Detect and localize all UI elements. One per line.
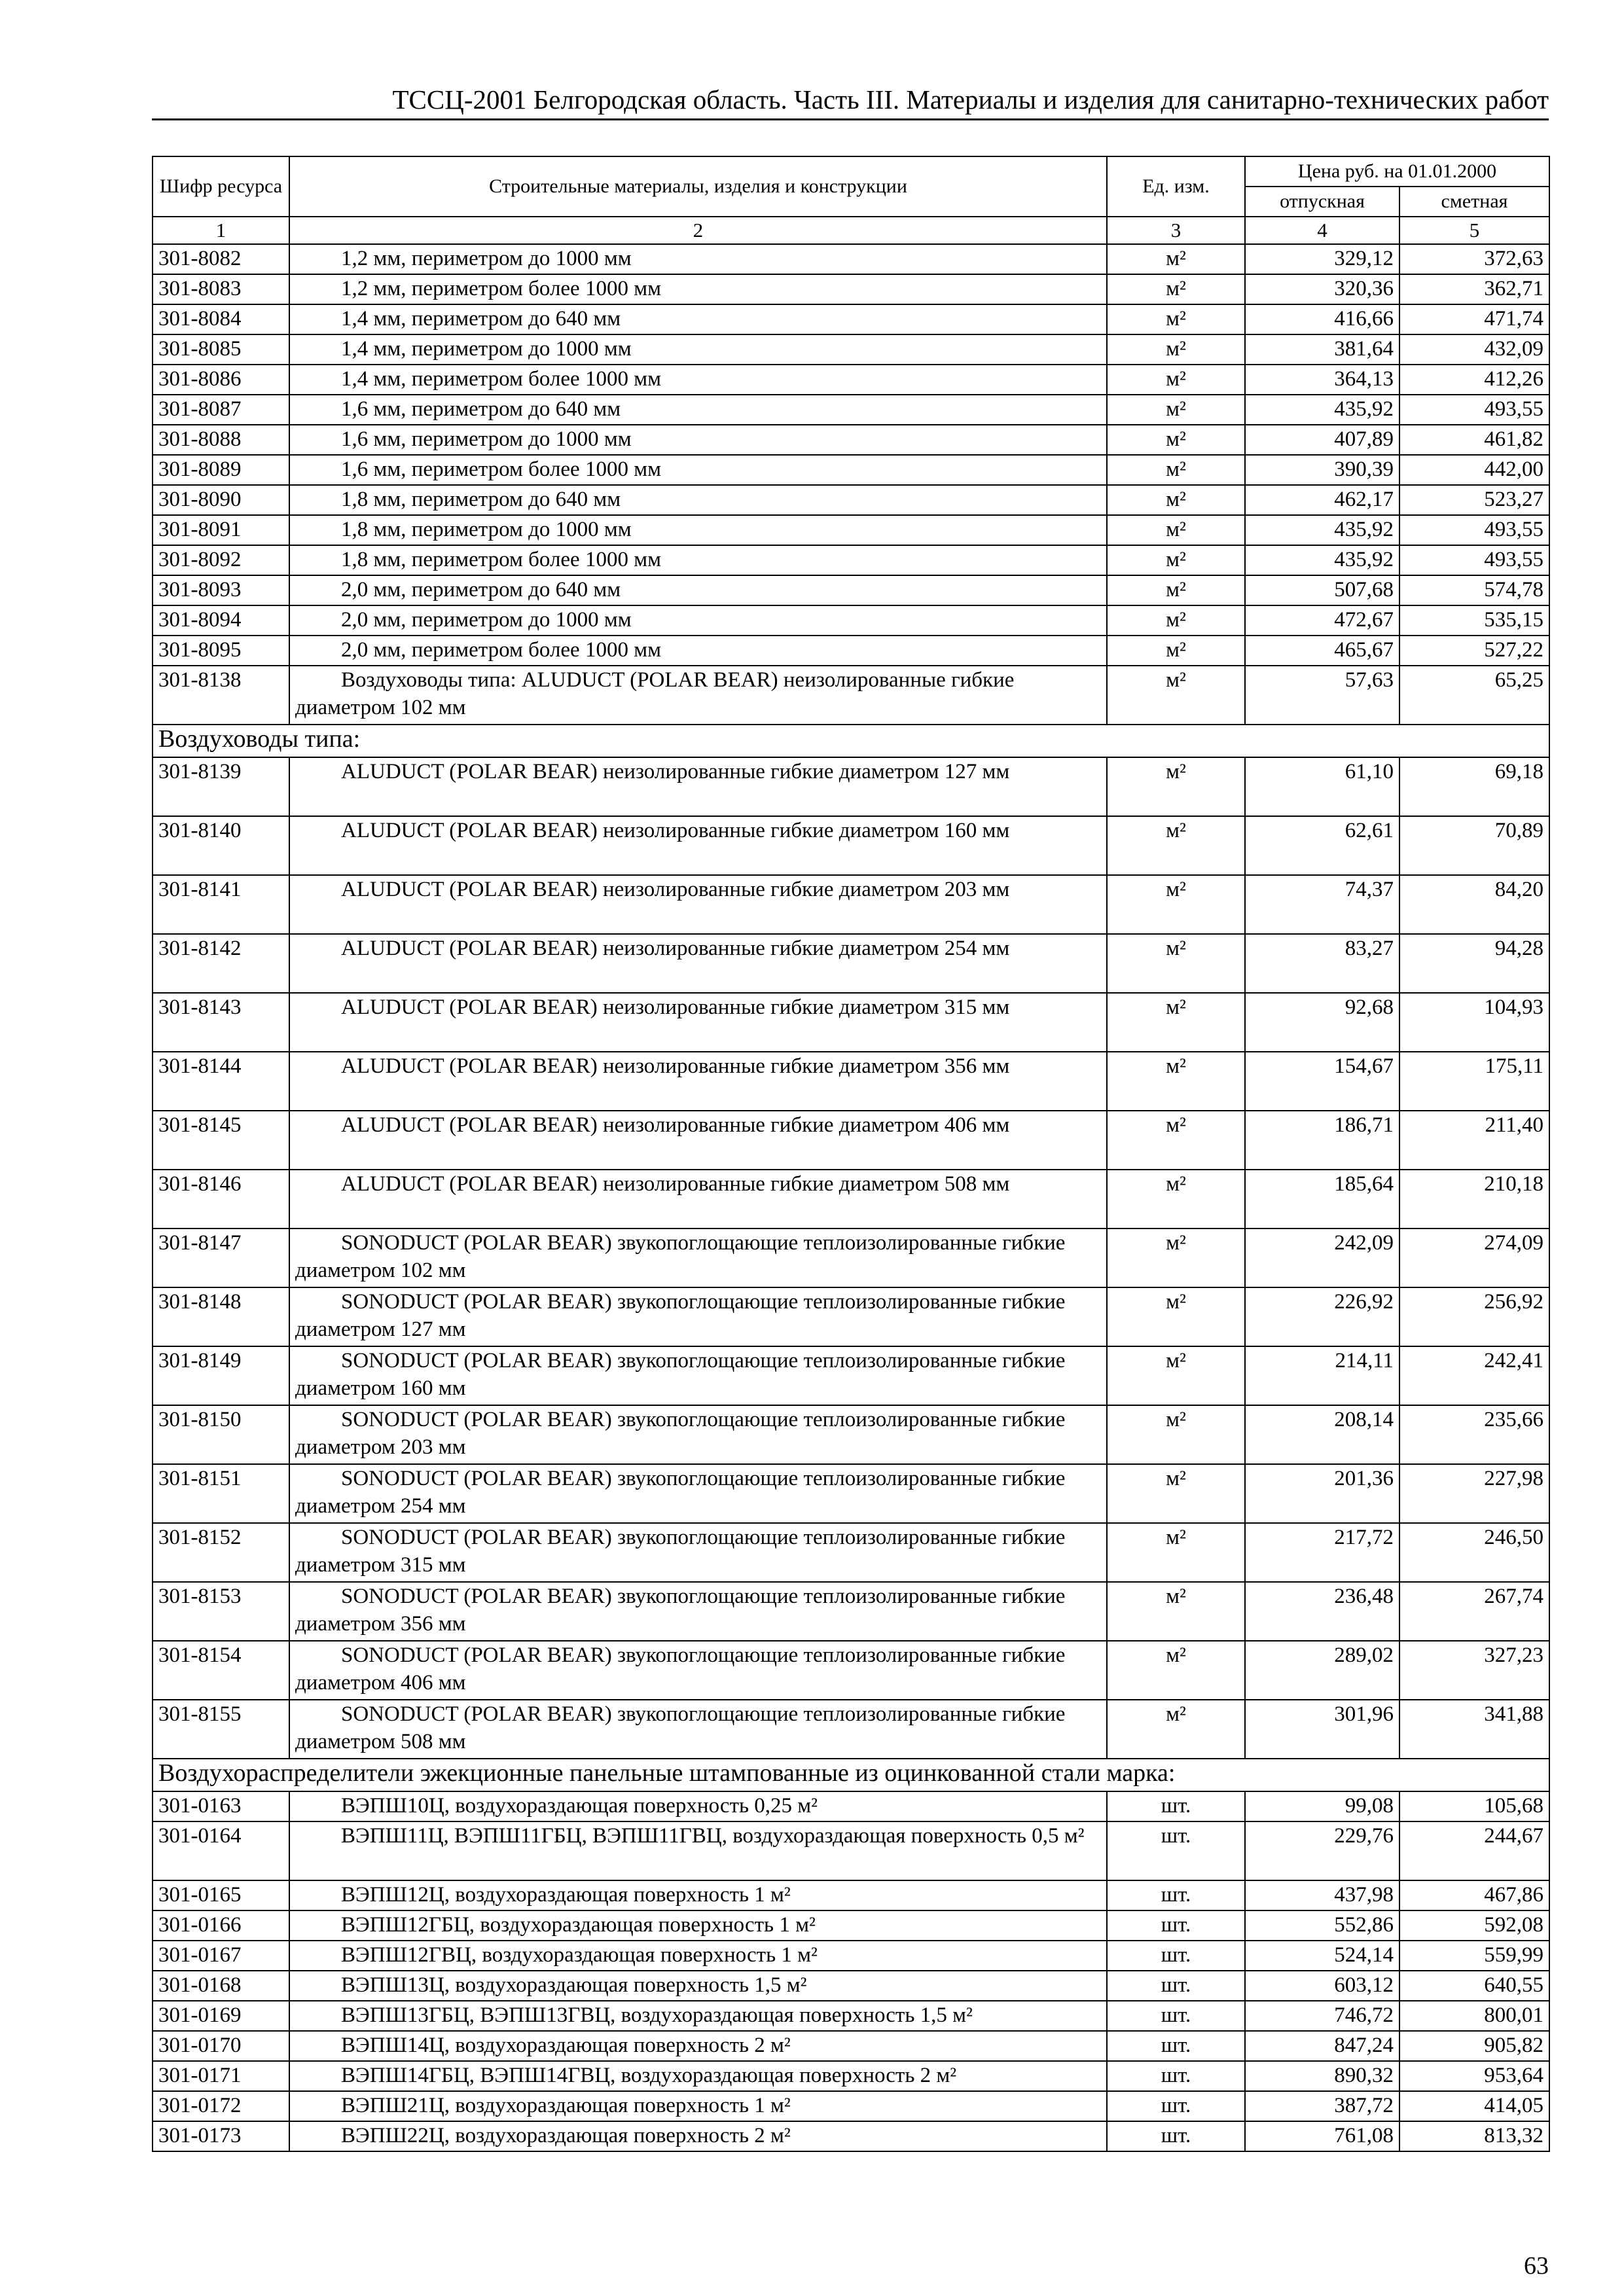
- table-row: [153, 1287, 1549, 1346]
- material-name: ВЭПШ14Ц, воздухораздающая поверхность 2 м²: [289, 2031, 1107, 2061]
- section-row: [153, 725, 1549, 757]
- estimate-price: 527,22: [1399, 636, 1549, 666]
- table-row: [153, 666, 1549, 725]
- unit-cell: м²: [1107, 993, 1245, 1052]
- material-name: SONODUCT (POLAR BEAR) звукопоглощающие теплоизолированные гибкие диаметром 160 мм: [289, 1346, 1107, 1405]
- unit-cell: м²: [1107, 605, 1245, 636]
- table-row: [153, 1111, 1549, 1170]
- resource-code: 301-0172: [153, 2091, 289, 2121]
- unit-cell: м²: [1107, 304, 1245, 334]
- table-row: [153, 455, 1549, 485]
- material-name: 1,6 мм, периметром до 1000 мм: [289, 425, 1107, 455]
- release-price: 761,08: [1245, 2121, 1399, 2151]
- table-row: [153, 875, 1549, 934]
- table-row: [153, 1910, 1549, 1941]
- resource-code: 301-0173: [153, 2121, 289, 2151]
- material-name: 1,8 мм, периметром более 1000 мм: [289, 545, 1107, 575]
- table-row: [153, 1052, 1549, 1111]
- material-name: 1,8 мм, периметром до 1000 мм: [289, 515, 1107, 545]
- unit-cell: м²: [1107, 1170, 1245, 1229]
- material-name: ALUDUCT (POLAR BEAR) неизолированные гибкие диаметром 356 мм: [289, 1052, 1107, 1111]
- resource-code: 301-8089: [153, 455, 289, 485]
- release-price: 524,14: [1245, 1941, 1399, 1971]
- estimate-price: 953,64: [1399, 2061, 1549, 2091]
- resource-code: 301-0169: [153, 2001, 289, 2031]
- unit-cell: шт.: [1107, 1821, 1245, 1880]
- unit-cell: м²: [1107, 334, 1245, 365]
- unit-cell: шт.: [1107, 2061, 1245, 2091]
- resource-code: 301-0167: [153, 1941, 289, 1971]
- resource-code: 301-8084: [153, 304, 289, 334]
- resource-code: 301-8087: [153, 395, 289, 425]
- table-row: [153, 1582, 1549, 1641]
- resource-code: 301-8082: [153, 244, 289, 274]
- material-name: ВЭПШ12Ц, воздухораздающая поверхность 1 м²: [289, 1880, 1107, 1910]
- resource-code: 301-8154: [153, 1641, 289, 1700]
- table-header: [153, 156, 1549, 244]
- estimate-price: 246,50: [1399, 1523, 1549, 1582]
- table-body: [153, 244, 1549, 2151]
- unit-cell: м²: [1107, 365, 1245, 395]
- unit-cell: м²: [1107, 666, 1245, 725]
- table-row: [153, 515, 1549, 545]
- unit-cell: шт.: [1107, 1910, 1245, 1941]
- estimate-price: 175,11: [1399, 1052, 1549, 1111]
- unit-cell: м²: [1107, 1346, 1245, 1405]
- material-name: 1,4 мм, периметром до 1000 мм: [289, 334, 1107, 365]
- material-name: ALUDUCT (POLAR BEAR) неизолированные гибкие диаметром 203 мм: [289, 875, 1107, 934]
- release-price: 217,72: [1245, 1523, 1399, 1582]
- resource-code: 301-0168: [153, 1971, 289, 2001]
- release-price: 381,64: [1245, 334, 1399, 365]
- release-price: 83,27: [1245, 934, 1399, 993]
- estimate-price: 574,78: [1399, 575, 1549, 605]
- release-price: 201,36: [1245, 1464, 1399, 1523]
- unit-cell: м²: [1107, 274, 1245, 304]
- material-name: 1,6 мм, периметром до 640 мм: [289, 395, 1107, 425]
- estimate-price: 211,40: [1399, 1111, 1549, 1170]
- resource-code: 301-8139: [153, 757, 289, 816]
- release-price: 214,11: [1245, 1346, 1399, 1405]
- material-name: ВЭПШ13ГБЦ, ВЭПШ13ГВЦ, воздухораздающая поверхность 1,5 м²: [289, 2001, 1107, 2031]
- resource-code: 301-8095: [153, 636, 289, 666]
- unit-cell: шт.: [1107, 1880, 1245, 1910]
- table-row: [153, 816, 1549, 875]
- estimate-price: 341,88: [1399, 1700, 1549, 1759]
- resource-code: 301-8151: [153, 1464, 289, 1523]
- table-row: [153, 1641, 1549, 1700]
- unit-cell: шт.: [1107, 1971, 1245, 2001]
- table-row: [153, 636, 1549, 666]
- release-price: 61,10: [1245, 757, 1399, 816]
- section-row: [153, 1759, 1549, 1791]
- release-price: 472,67: [1245, 605, 1399, 636]
- material-name: 2,0 мм, периметром более 1000 мм: [289, 636, 1107, 666]
- estimate-price: 227,98: [1399, 1464, 1549, 1523]
- estimate-price: 65,25: [1399, 666, 1549, 725]
- unit-cell: м²: [1107, 1111, 1245, 1170]
- estimate-price: 412,26: [1399, 365, 1549, 395]
- column-header-unit: Ед. изм.: [1107, 156, 1245, 217]
- column-header-release: отпускная: [1245, 187, 1399, 217]
- table-row: [153, 244, 1549, 274]
- material-name: ALUDUCT (POLAR BEAR) неизолированные гибкие диаметром 160 мм: [289, 816, 1107, 875]
- estimate-price: 467,86: [1399, 1880, 1549, 1910]
- material-name: ALUDUCT (POLAR BEAR) неизолированные гибкие диаметром 127 мм: [289, 757, 1107, 816]
- resource-code: 301-8144: [153, 1052, 289, 1111]
- estimate-price: 432,09: [1399, 334, 1549, 365]
- release-price: 154,67: [1245, 1052, 1399, 1111]
- resource-code: 301-0170: [153, 2031, 289, 2061]
- release-price: 407,89: [1245, 425, 1399, 455]
- estimate-price: 210,18: [1399, 1170, 1549, 1229]
- material-name: 2,0 мм, периметром до 1000 мм: [289, 605, 1107, 636]
- table-row: [153, 993, 1549, 1052]
- resource-code: 301-8094: [153, 605, 289, 636]
- resource-code: 301-8083: [153, 274, 289, 304]
- resource-code: 301-8090: [153, 485, 289, 515]
- release-price: 603,12: [1245, 1971, 1399, 2001]
- estimate-price: 105,68: [1399, 1791, 1549, 1821]
- estimate-price: 104,93: [1399, 993, 1549, 1052]
- release-price: 185,64: [1245, 1170, 1399, 1229]
- unit-cell: шт.: [1107, 2091, 1245, 2121]
- column-number: 3: [1107, 217, 1245, 244]
- release-price: 242,09: [1245, 1229, 1399, 1287]
- unit-cell: м²: [1107, 1464, 1245, 1523]
- material-name: ВЭПШ12ГБЦ, воздухораздающая поверхность 1 м²: [289, 1910, 1107, 1941]
- resource-code: 301-0164: [153, 1821, 289, 1880]
- table-row: [153, 575, 1549, 605]
- estimate-price: 256,92: [1399, 1287, 1549, 1346]
- resource-code: 301-8088: [153, 425, 289, 455]
- estimate-price: 800,01: [1399, 2001, 1549, 2031]
- estimate-price: 69,18: [1399, 757, 1549, 816]
- resource-code: 301-8155: [153, 1700, 289, 1759]
- resource-code: 301-8145: [153, 1111, 289, 1170]
- release-price: 99,08: [1245, 1791, 1399, 1821]
- resource-code: 301-8143: [153, 993, 289, 1052]
- material-name: Воздуховоды типа: ALUDUCT (POLAR BEAR) неизолированные гибкие диаметром 102 мм: [289, 666, 1107, 725]
- estimate-price: 493,55: [1399, 515, 1549, 545]
- table-row: [153, 2091, 1549, 2121]
- unit-cell: м²: [1107, 1287, 1245, 1346]
- resource-code: 301-8142: [153, 934, 289, 993]
- table-row: [153, 1971, 1549, 2001]
- estimate-price: 493,55: [1399, 545, 1549, 575]
- unit-cell: шт.: [1107, 1791, 1245, 1821]
- material-name: 1,8 мм, периметром до 640 мм: [289, 485, 1107, 515]
- column-header-code: Шифр ресурса: [153, 156, 289, 217]
- material-name: SONODUCT (POLAR BEAR) звукопоглощающие теплоизолированные гибкие диаметром 102 мм: [289, 1229, 1107, 1287]
- estimate-price: 372,63: [1399, 244, 1549, 274]
- estimate-price: 523,27: [1399, 485, 1549, 515]
- release-price: 57,63: [1245, 666, 1399, 725]
- unit-cell: м²: [1107, 1700, 1245, 1759]
- unit-cell: м²: [1107, 455, 1245, 485]
- column-number: 2: [289, 217, 1107, 244]
- material-name: SONODUCT (POLAR BEAR) звукопоглощающие теплоизолированные гибкие диаметром 508 мм: [289, 1700, 1107, 1759]
- column-header-price: Цена руб. на 01.01.2000: [1245, 156, 1549, 187]
- estimate-price: 640,55: [1399, 1971, 1549, 2001]
- release-price: 465,67: [1245, 636, 1399, 666]
- column-header-estimate: сметная: [1399, 187, 1549, 217]
- material-name: ВЭПШ21Ц, воздухораздающая поверхность 1 м²: [289, 2091, 1107, 2121]
- material-name: 1,6 мм, периметром более 1000 мм: [289, 455, 1107, 485]
- table-row: [153, 304, 1549, 334]
- table-row: [153, 2121, 1549, 2151]
- section-title: Воздухораспределители эжекционные панельные штампованные из оцинкованной стали марка:: [153, 1759, 1549, 1791]
- material-name: SONODUCT (POLAR BEAR) звукопоглощающие теплоизолированные гибкие диаметром 254 мм: [289, 1464, 1107, 1523]
- material-name: ВЭПШ14ГБЦ, ВЭПШ14ГВЦ, воздухораздающая поверхность 2 м²: [289, 2061, 1107, 2091]
- resource-code: 301-0163: [153, 1791, 289, 1821]
- resource-code: 301-8147: [153, 1229, 289, 1287]
- material-name: 1,2 мм, периметром более 1000 мм: [289, 274, 1107, 304]
- table-row: [153, 2031, 1549, 2061]
- release-price: 435,92: [1245, 545, 1399, 575]
- table-row: [153, 425, 1549, 455]
- estimate-price: 559,99: [1399, 1941, 1549, 1971]
- table-row: [153, 934, 1549, 993]
- resource-code: 301-0166: [153, 1910, 289, 1941]
- unit-cell: м²: [1107, 485, 1245, 515]
- resource-code: 301-0171: [153, 2061, 289, 2091]
- release-price: 236,48: [1245, 1582, 1399, 1641]
- release-price: 435,92: [1245, 515, 1399, 545]
- release-price: 186,71: [1245, 1111, 1399, 1170]
- table-row: [153, 1229, 1549, 1287]
- table-row: [153, 395, 1549, 425]
- unit-cell: м²: [1107, 1582, 1245, 1641]
- table-row: [153, 1700, 1549, 1759]
- estimate-price: 592,08: [1399, 1910, 1549, 1941]
- unit-cell: м²: [1107, 545, 1245, 575]
- estimate-price: 493,55: [1399, 395, 1549, 425]
- estimate-price: 813,32: [1399, 2121, 1549, 2151]
- estimate-price: 414,05: [1399, 2091, 1549, 2121]
- material-name: ВЭПШ13Ц, воздухораздающая поверхность 1,5 м²: [289, 1971, 1107, 2001]
- material-name: ВЭПШ11Ц, ВЭПШ11ГБЦ, ВЭПШ11ГВЦ, воздухораздающая поверхность 0,5 м²: [289, 1821, 1107, 1880]
- material-name: ALUDUCT (POLAR BEAR) неизолированные гибкие диаметром 254 мм: [289, 934, 1107, 993]
- material-name: ALUDUCT (POLAR BEAR) неизолированные гибкие диаметром 508 мм: [289, 1170, 1107, 1229]
- material-name: SONODUCT (POLAR BEAR) звукопоглощающие теплоизолированные гибкие диаметром 356 мм: [289, 1582, 1107, 1641]
- estimate-price: 84,20: [1399, 875, 1549, 934]
- table-row: [153, 274, 1549, 304]
- material-name: ВЭПШ12ГВЦ, воздухораздающая поверхность 1 м²: [289, 1941, 1107, 1971]
- unit-cell: м²: [1107, 816, 1245, 875]
- page-header: ТССЦ-2001 Белгородская область. Часть III. Материалы и изделия для санитарно-технических работ: [152, 82, 1549, 120]
- material-name: ВЭПШ22Ц, воздухораздающая поверхность 2 м²: [289, 2121, 1107, 2151]
- unit-cell: м²: [1107, 1405, 1245, 1464]
- estimate-price: 471,74: [1399, 304, 1549, 334]
- table-row: [153, 1523, 1549, 1582]
- column-number: 1: [153, 217, 289, 244]
- page-number: 63: [1524, 2252, 1549, 2280]
- release-price: 746,72: [1245, 2001, 1399, 2031]
- release-price: 92,68: [1245, 993, 1399, 1052]
- estimate-price: 461,82: [1399, 425, 1549, 455]
- release-price: 416,66: [1245, 304, 1399, 334]
- column-number: 5: [1399, 217, 1549, 244]
- table-row: [153, 1941, 1549, 1971]
- resource-code: 301-8146: [153, 1170, 289, 1229]
- release-price: 847,24: [1245, 2031, 1399, 2061]
- unit-cell: шт.: [1107, 1941, 1245, 1971]
- table-row: [153, 1170, 1549, 1229]
- release-price: 229,76: [1245, 1821, 1399, 1880]
- table-row: [153, 1464, 1549, 1523]
- resource-code: 301-8153: [153, 1582, 289, 1641]
- unit-cell: м²: [1107, 575, 1245, 605]
- table-row: [153, 1405, 1549, 1464]
- estimate-price: 905,82: [1399, 2031, 1549, 2061]
- table-row: [153, 1880, 1549, 1910]
- material-name: 1,4 мм, периметром более 1000 мм: [289, 365, 1107, 395]
- resource-code: 301-8086: [153, 365, 289, 395]
- table-row: [153, 1346, 1549, 1405]
- unit-cell: шт.: [1107, 2031, 1245, 2061]
- unit-cell: м²: [1107, 875, 1245, 934]
- resource-code: 301-0165: [153, 1880, 289, 1910]
- unit-cell: м²: [1107, 1523, 1245, 1582]
- material-name: 1,2 мм, периметром до 1000 мм: [289, 244, 1107, 274]
- material-name: ALUDUCT (POLAR BEAR) неизолированные гибкие диаметром 315 мм: [289, 993, 1107, 1052]
- release-price: 289,02: [1245, 1641, 1399, 1700]
- resource-code: 301-8141: [153, 875, 289, 934]
- material-name: SONODUCT (POLAR BEAR) звукопоглощающие теплоизолированные гибкие диаметром 406 мм: [289, 1641, 1107, 1700]
- resource-code: 301-8149: [153, 1346, 289, 1405]
- material-name: SONODUCT (POLAR BEAR) звукопоглощающие теплоизолированные гибкие диаметром 127 мм: [289, 1287, 1107, 1346]
- table-row: [153, 1821, 1549, 1880]
- release-price: 329,12: [1245, 244, 1399, 274]
- release-price: 462,17: [1245, 485, 1399, 515]
- table-row: [153, 605, 1549, 636]
- release-price: 74,37: [1245, 875, 1399, 934]
- unit-cell: м²: [1107, 1052, 1245, 1111]
- estimate-price: 442,00: [1399, 455, 1549, 485]
- release-price: 226,92: [1245, 1287, 1399, 1346]
- unit-cell: м²: [1107, 425, 1245, 455]
- resource-code: 301-8152: [153, 1523, 289, 1582]
- estimate-price: 362,71: [1399, 274, 1549, 304]
- column-number: 4: [1245, 217, 1399, 244]
- resource-code: 301-8092: [153, 545, 289, 575]
- table-row: [153, 545, 1549, 575]
- unit-cell: м²: [1107, 515, 1245, 545]
- estimate-price: 327,23: [1399, 1641, 1549, 1700]
- estimate-price: 267,74: [1399, 1582, 1549, 1641]
- release-price: 208,14: [1245, 1405, 1399, 1464]
- table-row: [153, 2061, 1549, 2091]
- release-price: 364,13: [1245, 365, 1399, 395]
- release-price: 320,36: [1245, 274, 1399, 304]
- price-table: [152, 156, 1550, 2152]
- release-price: 507,68: [1245, 575, 1399, 605]
- unit-cell: м²: [1107, 757, 1245, 816]
- material-name: SONODUCT (POLAR BEAR) звукопоглощающие теплоизолированные гибкие диаметром 203 мм: [289, 1405, 1107, 1464]
- release-price: 301,96: [1245, 1700, 1399, 1759]
- resource-code: 301-8093: [153, 575, 289, 605]
- release-price: 387,72: [1245, 2091, 1399, 2121]
- table-row: [153, 757, 1549, 816]
- unit-cell: м²: [1107, 636, 1245, 666]
- unit-cell: м²: [1107, 1641, 1245, 1700]
- material-name: ALUDUCT (POLAR BEAR) неизолированные гибкие диаметром 406 мм: [289, 1111, 1107, 1170]
- resource-code: 301-8138: [153, 666, 289, 725]
- release-price: 390,39: [1245, 455, 1399, 485]
- release-price: 890,32: [1245, 2061, 1399, 2091]
- material-name: 2,0 мм, периметром до 640 мм: [289, 575, 1107, 605]
- table-row: [153, 485, 1549, 515]
- table-row: [153, 2001, 1549, 2031]
- material-name: 1,4 мм, периметром до 640 мм: [289, 304, 1107, 334]
- release-price: 437,98: [1245, 1880, 1399, 1910]
- estimate-price: 235,66: [1399, 1405, 1549, 1464]
- unit-cell: м²: [1107, 244, 1245, 274]
- estimate-price: 242,41: [1399, 1346, 1549, 1405]
- release-price: 435,92: [1245, 395, 1399, 425]
- unit-cell: м²: [1107, 1229, 1245, 1287]
- release-price: 62,61: [1245, 816, 1399, 875]
- table-row: [153, 365, 1549, 395]
- resource-code: 301-8148: [153, 1287, 289, 1346]
- unit-cell: м²: [1107, 934, 1245, 993]
- unit-cell: м²: [1107, 395, 1245, 425]
- estimate-price: 274,09: [1399, 1229, 1549, 1287]
- unit-cell: шт.: [1107, 2121, 1245, 2151]
- resource-code: 301-8085: [153, 334, 289, 365]
- material-name: SONODUCT (POLAR BEAR) звукопоглощающие теплоизолированные гибкие диаметром 315 мм: [289, 1523, 1107, 1582]
- estimate-price: 244,67: [1399, 1821, 1549, 1880]
- resource-code: 301-8150: [153, 1405, 289, 1464]
- estimate-price: 70,89: [1399, 816, 1549, 875]
- resource-code: 301-8140: [153, 816, 289, 875]
- column-header-name: Строительные материалы, изделия и конструкции: [289, 156, 1107, 217]
- release-price: 552,86: [1245, 1910, 1399, 1941]
- estimate-price: 94,28: [1399, 934, 1549, 993]
- estimate-price: 535,15: [1399, 605, 1549, 636]
- table-row: [153, 334, 1549, 365]
- section-title: Воздуховоды типа:: [153, 725, 1549, 757]
- table-row: [153, 1791, 1549, 1821]
- resource-code: 301-8091: [153, 515, 289, 545]
- material-name: ВЭПШ10Ц, воздухораздающая поверхность 0,25 м²: [289, 1791, 1107, 1821]
- unit-cell: шт.: [1107, 2001, 1245, 2031]
